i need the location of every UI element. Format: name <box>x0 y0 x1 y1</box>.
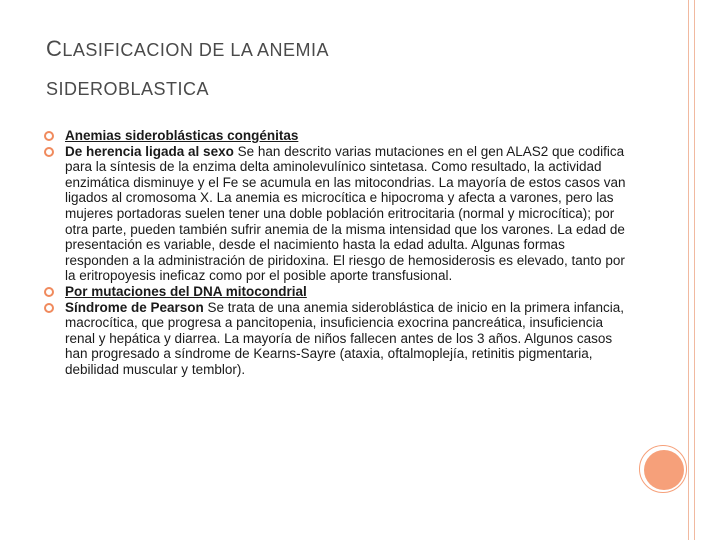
title-line-2: SIDEROBLASTICA <box>46 79 210 99</box>
bullet-heading: Por mutaciones del DNA mitocondrial <box>65 283 307 299</box>
bullet-ring-icon <box>44 131 54 141</box>
bullet-heading: Síndrome de Pearson <box>65 299 204 315</box>
bullet-item <box>44 284 626 300</box>
title-initial-cap: C <box>46 36 63 61</box>
bullet-text: Se han descrito varias mutaciones en el gen ALAS2 que codifica para la síntesis de la enzima delta aminolevulínico sintetasa. Como resultado, la actividad enzimática disminuye y el Fe se acumula en las mitocondrias. La mayoría de estos casos van ligados al cromosoma X. La anemia es microcítica e hipocroma y afecta a varones, pero las mujeres portadoras suelen tener una doble población eritrocitaria (normal y microcítica); por otra parte, pueden también sufrir anemia de la misma intensidad que los varones. La edad de presentación es variable, desde el nacimiento hasta la edad adulta. Algunas formas responden a la administración de piridoxina. El riesgo de hemosiderosis es elevado, tanto por la eritropoyesis ineficaz como por el posible aporte transfusional. <box>65 143 626 284</box>
bullet-heading: De herencia ligada al sexo <box>65 143 234 159</box>
bullet-ring-icon <box>44 287 54 297</box>
bullet-list <box>44 128 626 378</box>
decorative-circle <box>644 450 684 490</box>
slide-title <box>46 38 646 98</box>
bullet-ring-icon <box>44 303 54 313</box>
bullet-ring-icon <box>44 147 54 157</box>
bullet-item <box>44 300 626 378</box>
bullet-item <box>44 144 626 284</box>
bullet-item <box>44 128 626 144</box>
title-line-1-rest: LASIFICACION DE LA ANEMIA <box>62 40 329 60</box>
bullet-text: Se trata de una anemia sideroblástica de inicio en la primera infancia, macrocítica, que progresa a pancitopenia, insuficiencia exocrina pancreática, insuficiencia renal y hepática y diarrea. La mayoría de niños fallecen antes de los 3 años. Algunos casos han progresado a síndrome de Kearns-Sayre (ataxia, oftalmoplejía, retinitis pigmentaria, debilidad muscular y temblor). <box>65 299 625 377</box>
decorative-rail-line <box>688 0 689 540</box>
decorative-rail-line-inner <box>694 0 695 540</box>
bullet-heading: Anemias sideroblásticas congénitas <box>65 128 299 143</box>
title-line-1 <box>46 38 646 60</box>
